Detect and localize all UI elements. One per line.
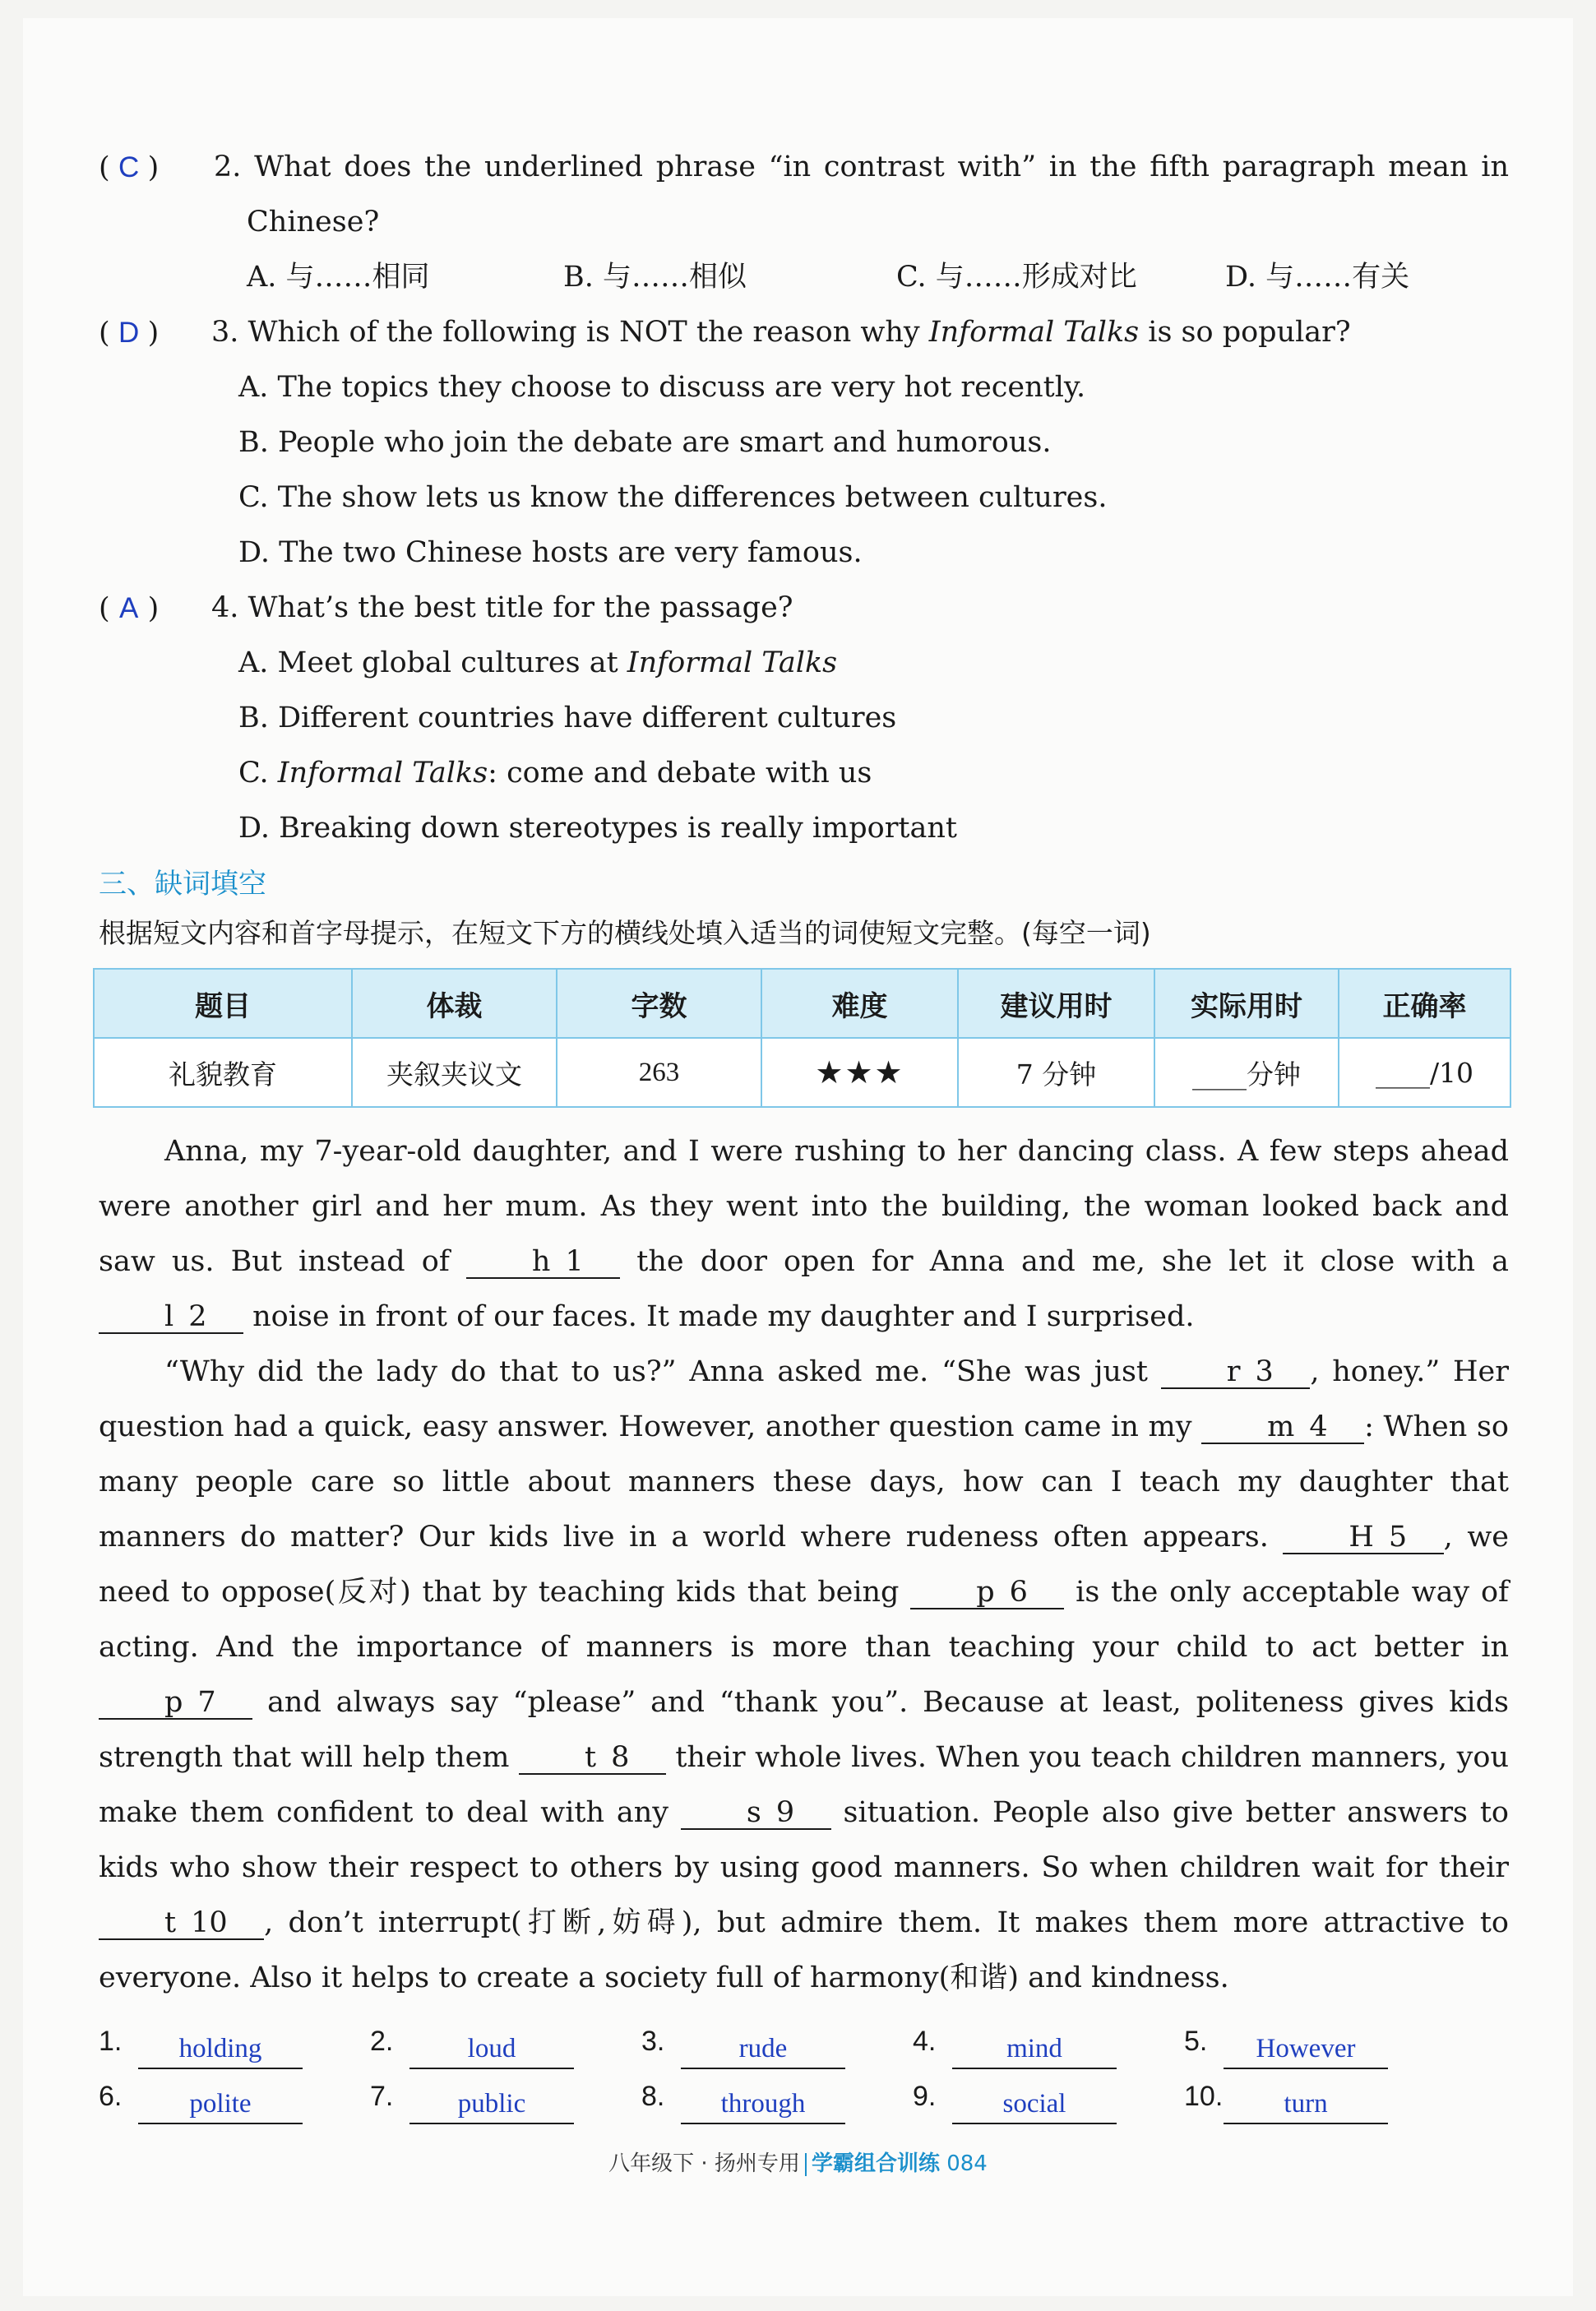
question-stem: 2. What does the underlined phrase “in contrast with” in the fifth paragraph mean in <box>214 151 1509 183</box>
answer-mark: C <box>118 151 140 183</box>
option-c: C. Informal Talks: come and debate with us <box>238 757 872 790</box>
page-number: 084 <box>946 2151 988 2176</box>
answer-field[interactable]: social <box>952 2085 1117 2124</box>
table-cell: 夹叙夹议文 <box>352 1038 557 1107</box>
answer-item: 2. loud <box>370 2014 641 2069</box>
answer-item: 5. However <box>1184 2014 1455 2069</box>
table-header: 题目 <box>94 969 352 1038</box>
answer-item: 6. polite <box>99 2069 370 2124</box>
question-2: ( C ) 2. What does the underlined phrase “in contrast with” in the fifth paragraph mean in Chinese? <box>78 140 1509 250</box>
paragraph-1: Anna, my 7-year-old daughter, and I were rushing to her dancing class. A few steps ahead were another girl and her mum. As they went into the building, the woman looked back and saw us. But instead of h 1 the door open for Anna and me, she let it close with a l 2 noise in front of our faces. It made my daughter and I surprised. <box>99 1135 1509 1333</box>
table-header: 字数 <box>557 969 761 1038</box>
answer-item: 1. holding <box>99 2014 370 2069</box>
question-stem: 3. Which of the following is NOT the reason why Informal Talks is so popular? <box>211 316 1351 349</box>
table-cell: ____/10 <box>1339 1038 1510 1107</box>
answer-field[interactable]: through <box>681 2085 845 2124</box>
blank-6[interactable]: p 6 <box>910 1577 1064 1609</box>
footer-brand: 学霸组合训练 <box>811 2151 940 2176</box>
table-cell: 263 <box>557 1038 761 1107</box>
option-a: A. Meet global cultures at Informal Talks <box>238 646 838 679</box>
answer-field[interactable]: public <box>409 2085 574 2124</box>
paragraph-2: “Why did the lady do that to us?” Anna asked me. “She was just r 3 , honey.” Her question had a quick, easy answer. However, another question came in my m 4 : When so many people care so little about manners these days, how can I teach my daughter that manners do matter? Our kids live in a world where rudeness often appears. H 5 , we need to oppose(反对) that by teaching kids that being p 6 is the only acceptable way of acting. And the importance of manners is more than teaching your child to act better in p 7 and always say “please” and “thank you”. Because at least, politeness gives kids strength that will help them t 8 their whole lives. When you teach children manners, you make them confident to deal with any s 9 situation. People also give better answers to kids who show their respect to others by using good manners. So when children wait for their t 10 , don’t interrupt(打断,妨碍), but admire them. It makes them more attractive to everyone. Also it helps to create a society full of harmony(和谐) and kindness. <box>99 1355 1509 1994</box>
answer-item: 3. rude <box>641 2014 913 2069</box>
table-cell: ★★★ <box>761 1038 958 1107</box>
page-footer <box>0 2147 1596 2177</box>
option-b: B. Different countries have different cultures <box>238 702 897 734</box>
content <box>78 140 1509 2124</box>
blank-3[interactable]: r 3 <box>1161 1356 1311 1389</box>
option-d: D. The two Chinese hosts are very famous. <box>238 536 863 569</box>
section-instruction: 根据短文内容和首字母提示，在短文下方的横线处填入适当的词使短文完整。(每空一词) <box>99 917 1151 949</box>
answer-item: 7. public <box>370 2069 641 2124</box>
blank-4[interactable]: m 4 <box>1201 1411 1364 1444</box>
table-header: 实际用时 <box>1154 969 1339 1038</box>
blank-5[interactable]: H 5 <box>1283 1521 1443 1554</box>
answer-item: 9. social <box>913 2069 1184 2124</box>
option-b: B. 与……相似 <box>563 261 747 294</box>
answer-grid <box>78 2014 1509 2124</box>
blank-1[interactable]: h 1 <box>466 1246 620 1279</box>
table-row <box>94 1038 1510 1107</box>
answer-row <box>99 2014 1509 2069</box>
passage <box>78 1124 1509 2006</box>
answer-item: 10. turn <box>1184 2069 1455 2124</box>
footer-divider <box>805 2153 807 2176</box>
answer-field[interactable]: mind <box>952 2030 1117 2069</box>
table-header: 建议用时 <box>958 969 1154 1038</box>
table-header: 正确率 <box>1339 969 1510 1038</box>
answer-field[interactable]: rude <box>681 2030 845 2069</box>
option-a: A. The topics they choose to discuss are very hot recently. <box>238 371 1086 404</box>
table-header: 体裁 <box>352 969 557 1038</box>
question-3: ( D ) 3. Which of the following is NOT the reason why Informal Talks is so popular? <box>78 305 1509 360</box>
option-d: D. Breaking down stereotypes is really important <box>238 812 957 845</box>
answer-field[interactable]: polite <box>138 2085 303 2124</box>
info-table <box>93 968 1511 1108</box>
answer-field[interactable]: holding <box>138 2030 303 2069</box>
answer-item: 8. through <box>641 2069 913 2124</box>
answer-field[interactable]: However <box>1224 2030 1388 2069</box>
answer-field[interactable]: turn <box>1224 2085 1388 2124</box>
table-cell: 礼貌教育 <box>94 1038 352 1107</box>
section-title: 三、缺词填空 <box>99 868 266 901</box>
blank-10[interactable]: t 10 <box>99 1907 264 1940</box>
table-header: 难度 <box>761 969 958 1038</box>
table-cell: 7 分钟 <box>958 1038 1154 1107</box>
option-a: A. 与……相同 <box>247 261 430 294</box>
answer-mark: D <box>118 317 140 349</box>
question-stem: 4. What’s the best title for the passage? <box>211 591 793 624</box>
blank-7[interactable]: p 7 <box>99 1687 252 1720</box>
option-c: C. The show lets us know the differences between cultures. <box>238 481 1108 514</box>
table-header-row <box>94 969 1510 1038</box>
table-cell: ____分钟 <box>1154 1038 1339 1107</box>
answer-field[interactable]: loud <box>409 2030 574 2069</box>
blank-8[interactable]: t 8 <box>519 1742 666 1775</box>
option-b: B. People who join the debate are smart and humorous. <box>238 426 1052 459</box>
option-c: C. 与……形成对比 <box>896 261 1137 294</box>
question-stem-continued: Chinese? <box>247 206 380 239</box>
answer-item: 4. mind <box>913 2014 1184 2069</box>
question-4: ( A ) 4. What’s the best title for the passage? <box>78 581 1509 636</box>
answer-mark: A <box>118 592 139 624</box>
options-row <box>78 250 1509 305</box>
answer-row <box>99 2069 1509 2124</box>
blank-2[interactable]: l 2 <box>99 1301 243 1334</box>
footer-grade: 八年级下 · 扬州专用 <box>608 2151 800 2176</box>
blank-9[interactable]: s 9 <box>681 1797 831 1830</box>
option-d: D. 与……有关 <box>1225 261 1410 294</box>
